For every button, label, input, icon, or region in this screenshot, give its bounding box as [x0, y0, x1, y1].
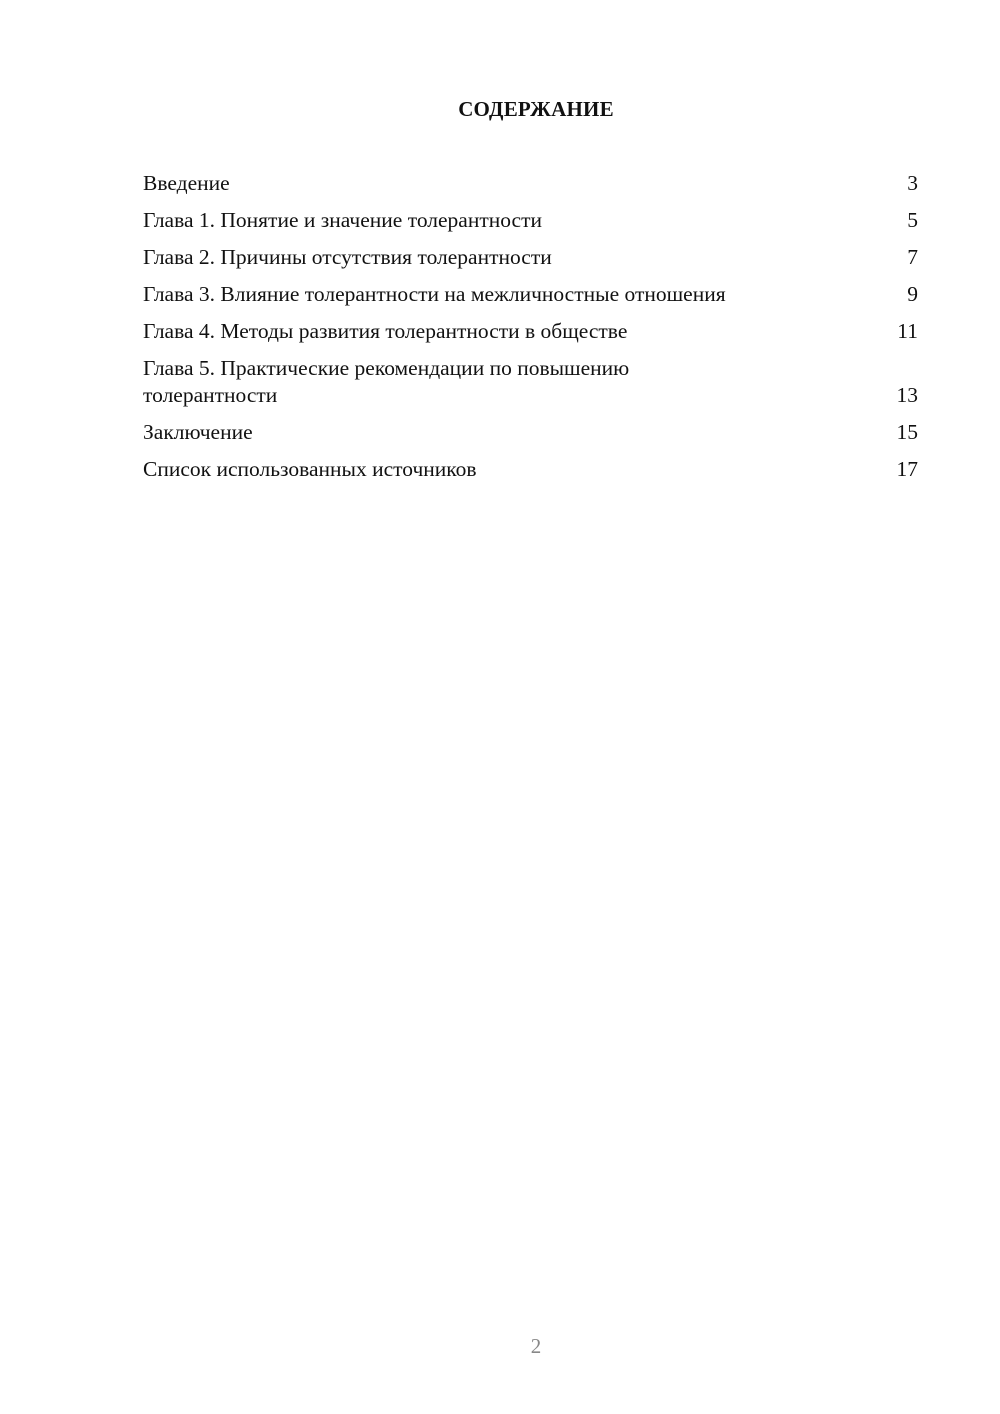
toc-entry-introduction	[143, 170, 918, 197]
toc-entry-page: 15	[896, 420, 918, 444]
toc-entry-title: Список использованных источников	[143, 457, 477, 481]
table-of-contents	[143, 170, 918, 493]
toc-entry-chapter-3	[143, 281, 918, 308]
toc-entry-title: Заключение	[143, 420, 253, 444]
toc-entry-conclusion	[143, 419, 918, 446]
toc-entry-title: Глава 3. Влияние толерантности на межличностные отношения	[143, 282, 726, 306]
toc-entry-page: 5	[907, 208, 918, 232]
toc-entry-title: Введение	[143, 171, 230, 195]
page-number: 2	[530, 1334, 542, 1358]
toc-entry-references	[143, 456, 918, 483]
toc-entry-page: 7	[907, 245, 918, 269]
toc-entry-page: 11	[897, 319, 918, 343]
toc-entry-title: Глава 2. Причины отсутствия толерантности	[143, 245, 552, 269]
toc-entry-page: 3	[907, 171, 918, 195]
toc-heading: СОДЕРЖАНИЕ	[458, 97, 614, 121]
toc-entry-page: 9	[907, 282, 918, 306]
toc-entry-page: 17	[896, 457, 918, 481]
toc-entry-chapter-5	[143, 355, 918, 409]
toc-entry-title: Глава 1. Понятие и значение толерантности	[143, 208, 542, 232]
toc-entry-title: Глава 5. Практические рекомендации по повышению толерантности	[143, 356, 630, 407]
toc-entry-chapter-2	[143, 244, 918, 271]
toc-entry-chapter-1	[143, 207, 918, 234]
toc-entry-page: 13	[896, 383, 918, 407]
toc-entry-title: Глава 4. Методы развития толерантности в обществе	[143, 319, 628, 343]
toc-entry-chapter-4	[143, 318, 918, 345]
